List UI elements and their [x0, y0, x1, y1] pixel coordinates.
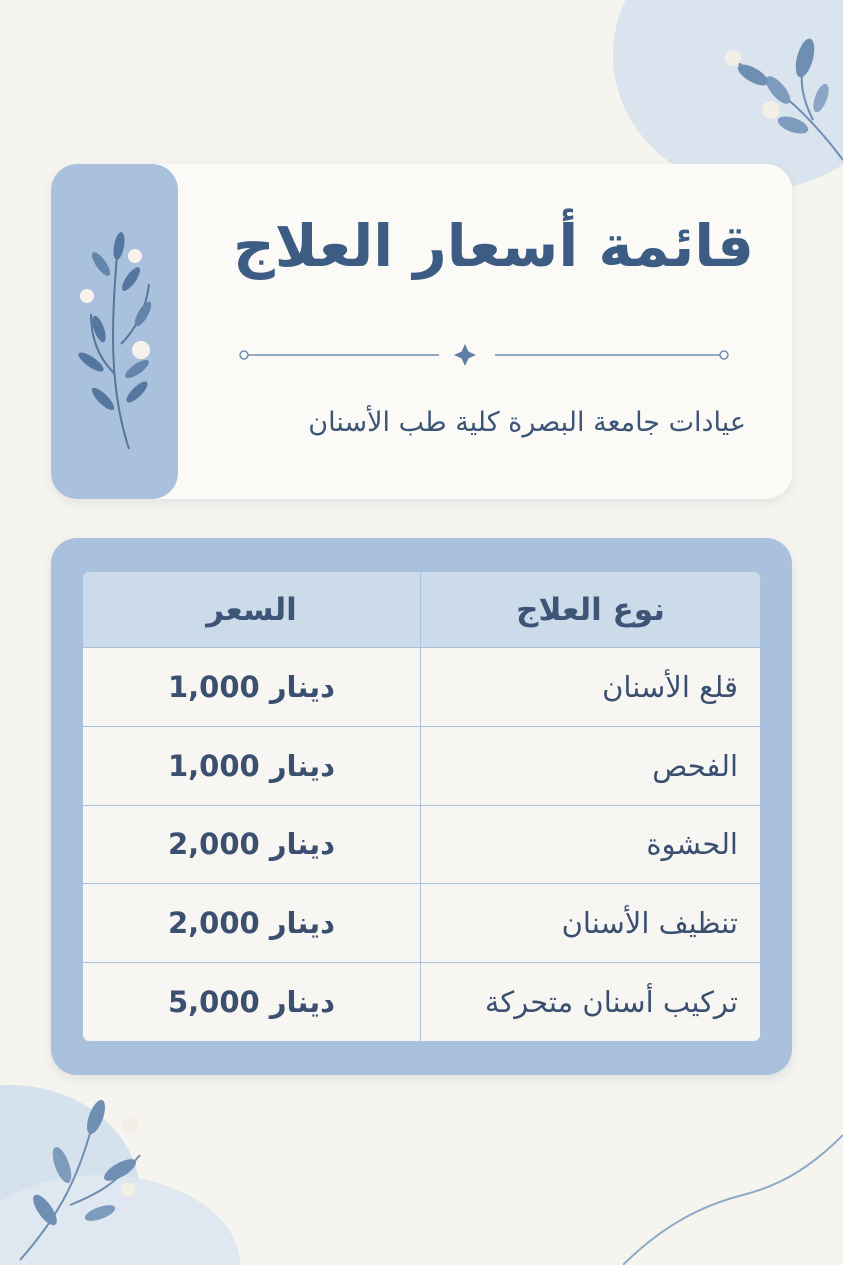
table-row [83, 648, 761, 727]
table-row [83, 963, 761, 1042]
price-currency: دينار [269, 906, 336, 941]
price-cell [83, 726, 421, 805]
floral-branch-icon [0, 1095, 170, 1265]
price-amount: 2,000 [167, 906, 260, 941]
floral-branch-icon [693, 20, 843, 170]
price-amount: 1,000 [167, 669, 260, 704]
header-price: السعر [83, 572, 421, 648]
price-cell [83, 805, 421, 884]
table-row [83, 805, 761, 884]
price-currency: دينار [269, 985, 336, 1020]
price-currency: دينار [269, 669, 336, 704]
page-title: قائمة أسعار العلاج [232, 212, 754, 280]
price-table [82, 571, 761, 1042]
title-card-accent [51, 164, 178, 499]
price-amount: 1,000 [167, 748, 260, 783]
diamond-divider-icon [239, 342, 729, 368]
price-cell [83, 648, 421, 727]
treatment-cell: تركيب أسنان متحركة [421, 963, 761, 1042]
price-table-card [51, 538, 792, 1075]
price-currency: دينار [269, 748, 336, 783]
treatment-cell: تنظيف الأسنان [421, 884, 761, 963]
price-amount: 5,000 [167, 985, 260, 1020]
price-cell [83, 963, 421, 1042]
table-row [83, 726, 761, 805]
table-row [83, 884, 761, 963]
treatment-cell: الحشوة [421, 805, 761, 884]
price-cell [83, 884, 421, 963]
treatment-cell: الفحص [421, 726, 761, 805]
decorative-curve-line [623, 1105, 843, 1265]
treatment-cell: قلع الأسنان [421, 648, 761, 727]
header-treatment: نوع العلاج [421, 572, 761, 648]
floral-branch-icon [51, 164, 178, 499]
subtitle: عيادات جامعة البصرة كلية طب الأسنان [308, 407, 746, 438]
price-currency: دينار [269, 827, 336, 862]
table-header-row [83, 572, 761, 648]
price-amount: 2,000 [167, 827, 260, 862]
title-card [51, 164, 792, 499]
